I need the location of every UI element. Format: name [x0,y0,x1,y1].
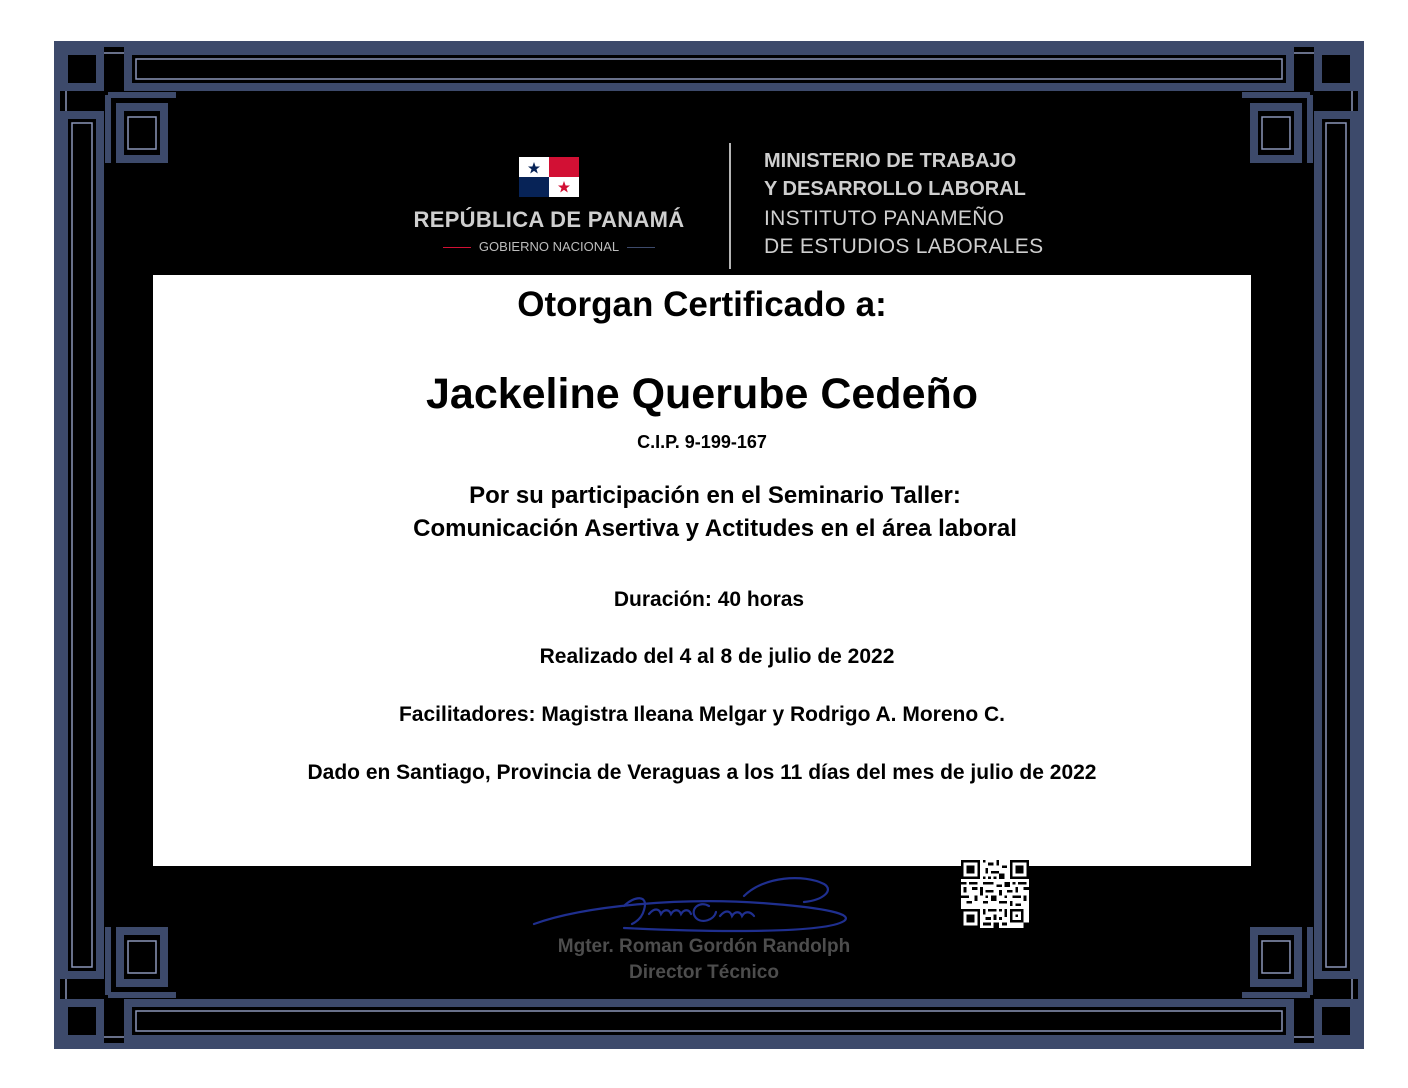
certificate-header [54,41,1364,281]
signer-title: Director Técnico [629,962,779,983]
recipient-name: Jackeline Querube Cedeño [425,370,979,418]
institute-name [764,205,1043,261]
ministry-line-2: Y DESARROLLO LABORAL [764,178,1026,200]
panama-flag-icon [519,157,579,197]
course-title: Comunicación Asertiva y Actitudes en el área laboral [413,515,1017,542]
signer-block [484,934,924,986]
header-divider [729,143,731,269]
certificate-frame [54,41,1364,1049]
recipient-cip: C.I.P. 9-199-167 [637,432,767,452]
institute-line-1: INSTITUTO PANAMEÑO [764,207,1005,230]
course-dates: Realizado del 4 al 8 de julio de 2022 [539,645,895,668]
ministry-name [764,147,1026,203]
qr-code-icon [961,860,1029,928]
certificate-heading: Otorgan Certificado a: [517,285,887,324]
course-facilitators: Facilitadores: Magistra Ileana Melgar y Rodrigo A. Moreno C. [398,703,1005,726]
ministry-line-1: MINISTERIO DE TRABAJO [764,150,1017,172]
issued-place-date: Dado en Santiago, Provincia de Veraguas a los 11 días del mes de julio de 2022 [307,761,1097,784]
certificate-body [153,275,1251,866]
institute-line-2: DE ESTUDIOS LABORALES [764,235,1044,258]
republic-subtitle [404,239,694,254]
course-duration: Duración: 40 horas [613,588,805,611]
republic-title: REPÚBLICA DE PANAMÁ [413,207,685,232]
signer-name: Mgter. Roman Gordón Randolph [557,936,851,957]
republic-subtitle-text: GOBIERNO NACIONAL [478,239,620,254]
handwritten-signature [524,866,864,936]
participation-line: Por su participación en el Seminario Taller: [469,482,961,509]
